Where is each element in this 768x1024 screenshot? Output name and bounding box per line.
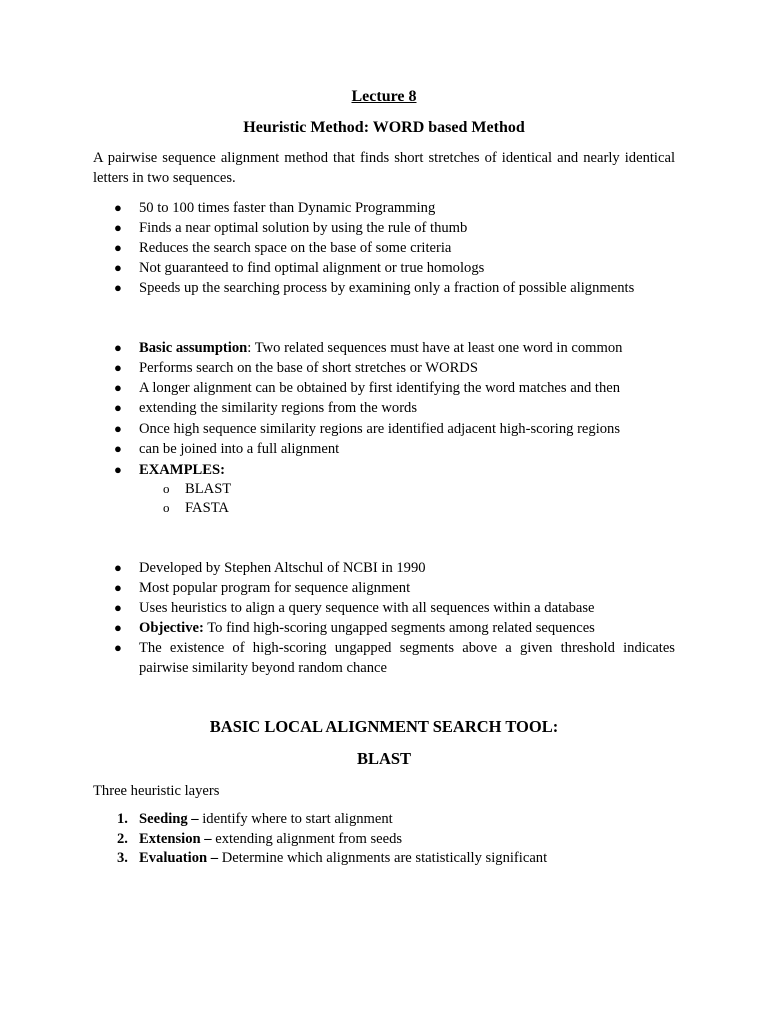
bullet-icon: ● xyxy=(114,280,122,295)
lecture-title: Lecture 8 xyxy=(351,88,417,105)
bullet-icon: ● xyxy=(114,220,122,235)
bullet-icon: ● xyxy=(114,560,122,575)
blast-heading: BASIC LOCAL ALIGNMENT SEARCH TOOL: xyxy=(209,717,559,736)
circle-bullet-icon: o xyxy=(163,500,170,515)
blast-subheading: BLAST xyxy=(356,749,412,768)
bullet-icon: ● xyxy=(114,580,122,595)
bullet-icon: ● xyxy=(114,360,122,375)
bullet-icon: ● xyxy=(114,462,122,477)
bullet-icon: ● xyxy=(114,600,122,615)
bullet-icon: ● xyxy=(114,441,122,456)
page-subtitle: Heuristic Method: WORD based Method xyxy=(243,119,525,136)
bullet-icon: ● xyxy=(114,620,122,635)
bullet-icon: ● xyxy=(114,380,122,395)
circle-bullet-icon: o xyxy=(163,481,170,496)
intro-paragraph: A pairwise sequence alignment method that finds short stretches of identical and nearly identical letters in two sequences. xyxy=(93,150,675,186)
layers-intro: Three heuristic layers xyxy=(93,783,220,799)
bullet-icon: ● xyxy=(114,421,122,436)
bullet-icon: ● xyxy=(114,400,122,415)
bullet-icon: ● xyxy=(114,200,122,215)
document-page: Lecture 8 Heuristic Method: WORD based Method A pairwise sequence alignment method that finds short stretches of identical and nearly identical letters in two sequences. ● 50 to 100 times faster than Dynamic Programming ● Finds a near optimal solution by using the rule of thumb ● Reduces the search space on the base of some criteria ● Not guaranteed to find optimal alignment or true homologs ● Speeds up the searching process by examining only a fraction of possible alignments ● Basic assumption: Two related sequences must have at least one word in common ● Performs search on the base of short stretches or WORDS ● A longer alignment can be obtained by first identifying the word matches and then ● extending the similarity regions from the words ● Once high sequence similarity regions are identified adjacent high-scoring regions ● can be joined into a full alignment ● EXAMPLES: o BLAST o FASTA ● Developed by Stephen Altschul of NCBI in 1990 ● Most popular program for sequence alignment ● Uses heuristics to align a query sequence with all sequences within a database ● Objective: To find high-scoring ungapped segments among related sequences ● The existence of high-scoring ungapped segments above a given threshold indicates pairwise similarity beyond random chance BASIC LOCAL ALIGNMENT SEARCH TOOL: BLAST Three heuristic layers 1. Seeding – identify where to start alignment 2. Extension – extending alignment from seeds 3. Evaluation – Determine which alignments are statistically significant xyxy=(0,0,768,1024)
bullet-icon: ● xyxy=(114,240,122,255)
bullet-icon: ● xyxy=(114,340,122,355)
bullet-icon: ● xyxy=(114,260,122,275)
bullet-icon: ● xyxy=(114,640,122,655)
